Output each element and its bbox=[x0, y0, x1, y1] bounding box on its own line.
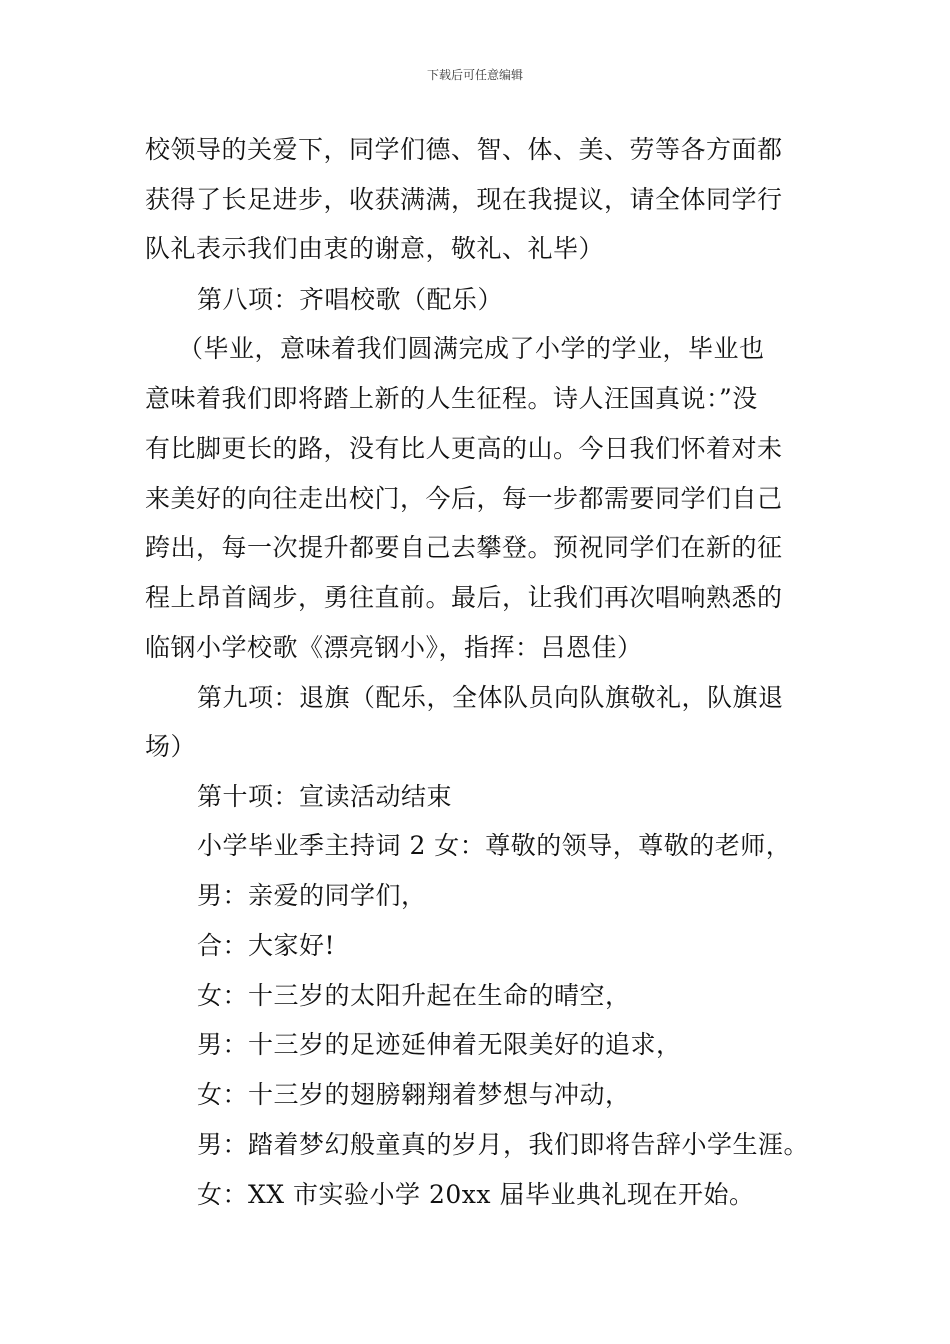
dialogue-line: 女：十三岁的太阳升起在生命的晴空， bbox=[197, 981, 631, 1010]
dialogue-line: 女：十三岁的翅膀翱翔着梦想与冲动， bbox=[197, 1080, 631, 1109]
paragraph-line: 场） bbox=[145, 732, 197, 761]
dialogue-line: 女：XX 市实验小学 20xx 届毕业典礼现在开始。 bbox=[197, 1180, 755, 1209]
dialogue-line: 男：踏着梦幻般童真的岁月，我们即将告辞小学生涯。 bbox=[197, 1130, 810, 1159]
paragraph-line: 获得了长足进步，收获满满，现在我提议，请全体同学行 bbox=[145, 185, 783, 214]
section-heading: 第八项：齐唱校歌（配乐） bbox=[197, 285, 504, 314]
paragraph-line: 程上昂首阔步，勇往直前。最后，让我们再次唱响熟悉的 bbox=[145, 583, 783, 612]
dialogue-line: 男：亲爱的同学们， bbox=[197, 881, 427, 910]
paragraph-line: 来美好的向往走出校门，今后，每一步都需要同学们自己 bbox=[145, 484, 783, 513]
paragraph-line: 临钢小学校歌《漂亮钢小》，指挥：吕恩佳） bbox=[145, 633, 643, 662]
paragraph-line: 小学毕业季主持词 2 女：尊敬的领导，尊敬的老师， bbox=[197, 831, 792, 860]
paragraph-line: （毕业，意味着我们圆满完成了小学的学业，毕业也 bbox=[178, 334, 765, 363]
paragraph-line: 意味着我们即将踏上新的人生征程。诗人汪国真说：”没 bbox=[145, 384, 758, 413]
paragraph-line: 有比脚更长的路，没有比人更高的山。今日我们怀着对未 bbox=[145, 434, 783, 463]
paragraph-line: 队礼表示我们由衷的谢意，敬礼、礼毕） bbox=[145, 234, 605, 263]
paragraph-line: 跨出，每一次提升都要自己去攀登。预祝同学们在新的征 bbox=[145, 533, 783, 562]
section-heading: 第九项：退旗（配乐，全体队员向队旗敬礼，队旗退 bbox=[197, 683, 784, 712]
section-heading: 第十项：宣读活动结束 bbox=[197, 782, 453, 811]
page-header-note: 下载后可任意编辑 bbox=[426, 68, 523, 82]
paragraph-line: 校领导的关爱下，同学们德、智、体、美、劳等各方面都 bbox=[145, 135, 783, 164]
dialogue-line: 男：十三岁的足迹延伸着无限美好的追求， bbox=[197, 1030, 682, 1059]
dialogue-line: 合：大家好! bbox=[197, 931, 336, 960]
